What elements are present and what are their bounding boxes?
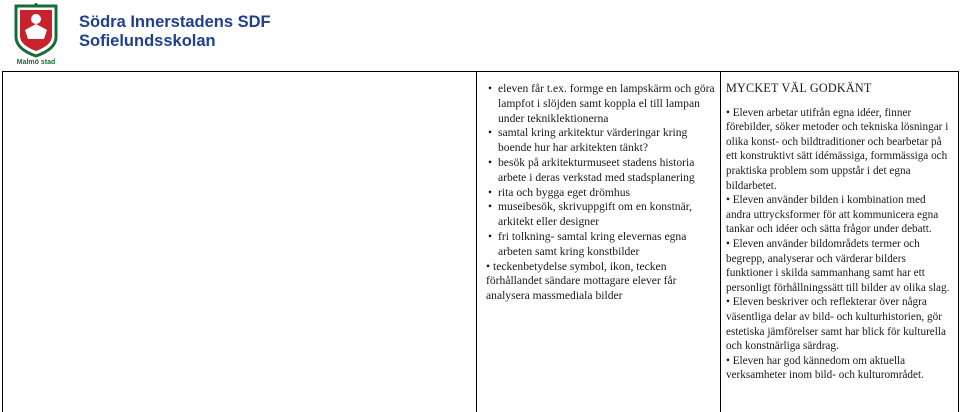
school-subname: Sofielundsskolan [79,32,216,50]
list-item: • fri tolkning- samtal kring elevernas egna arbeten samt kring konstbilder [486,230,716,260]
list-item: • Eleven använder bildområdets termer och begrepp, analyserar och värderar bilders funktioner i skilda sammanhang samt har ett personligt förhållningssätt till bilder av olika slag. [726,237,952,295]
criteria-list [726,106,952,383]
column-divider-1 [476,71,477,412]
list-item: • rita och bygga eget drömhus [486,186,716,201]
list-item: • besök på arkitekturmuseet stadens historia arbete i deras verkstad med stadsplanering [486,156,716,186]
list-item: • Eleven använder bilden i kombination med andra uttrycksformer för att kommunicera egna tankar och idéer och sätta frågor under debatt. [726,193,952,237]
list-item: • museibesök, skrivuppgift om en konstnär, arkitekt eller designer [486,200,716,230]
malmo-stad-logo [11,3,61,65]
school-name-block [79,13,271,51]
logo-caption: Malmö stad [16,59,56,65]
examples-column [486,82,716,304]
school-name: Södra Innerstadens SDF [79,13,271,31]
criteria-column [726,81,952,383]
list-item: • teckenbetydelse symbol, ikon, tecken förhållandet sändare mottagare elever får analysera massmediala bilder [486,260,716,304]
list-item: • Eleven arbetar utifrån egna idéer, finner förebilder, söker metoder och tekniska lösningar i olika konst- och bildtraditioner och bearbetar på ett konstruktivt sätt idémässiga, formmässiga och praktiska problem som uppstår i det egna bildarbetet. [726,106,952,194]
grade-heading: MYCKET VÄL GODKÄNT [726,81,872,95]
column-divider-2 [720,71,721,412]
page-header [0,0,960,68]
examples-list [486,82,716,304]
list-item: • eleven får t.ex. formge en lampskärm och göra lampfot i slöjden samt koppla el till lampan under tekniklektionerna [486,82,716,126]
list-item: • Eleven har god kännedom om aktuella verksamheter inom bild- och kulturområdet. [726,354,952,383]
list-item: • samtal kring arkitektur värderingar kring boende hur har arkitekten tänkt? [486,126,716,156]
list-item: • Eleven beskriver och reflekterar över några väsentliga delar av bild- och kulturhistorien, gör estetiska jämförelser samt har blick för kulturella och konstnärliga särdrag. [726,295,952,353]
